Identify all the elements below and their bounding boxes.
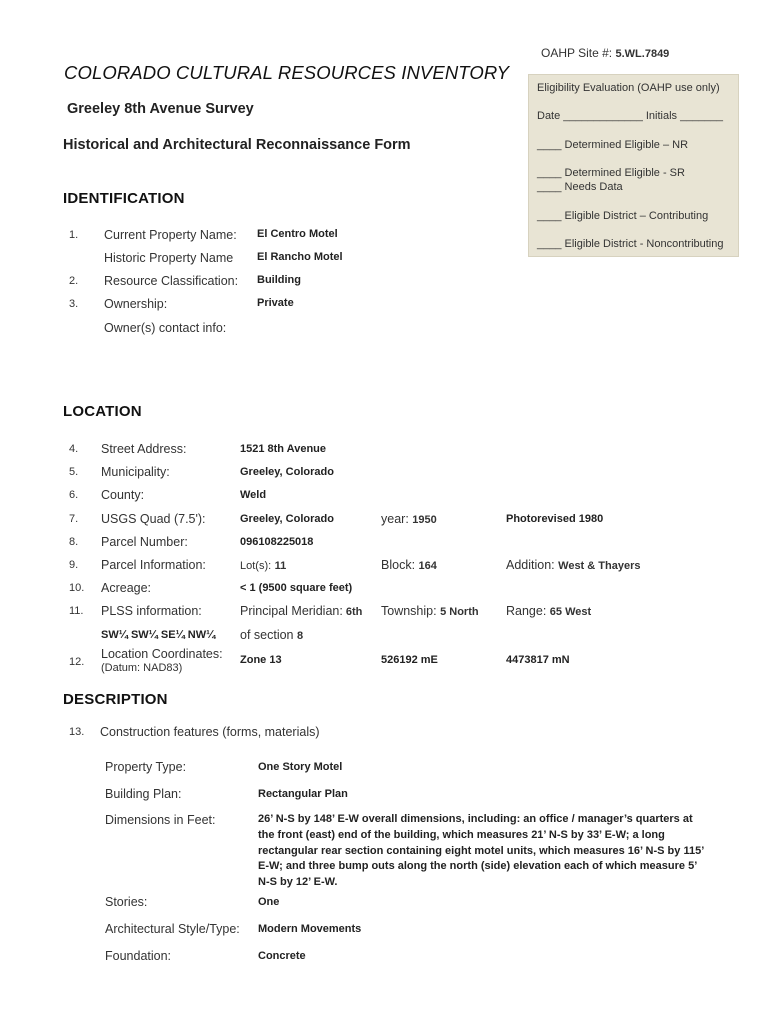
section-field: [240, 628, 303, 642]
oahp-site-value: 5.WL.7849: [615, 48, 670, 60]
ownership-value: Private: [257, 297, 294, 309]
principal-meridian-value: 6th: [342, 606, 363, 618]
principal-meridian-field: [240, 604, 362, 618]
lots-field: [240, 558, 286, 572]
oahp-site-label: OAHP Site #:: [541, 46, 613, 60]
property-type-value: One Story Motel: [258, 761, 343, 773]
eligibility-title: Eligibility Evaluation (OAHP use only): [537, 82, 720, 94]
block-field: [381, 558, 437, 572]
classification-label: Resource Classification:: [104, 274, 239, 288]
needs-data: ____ Needs Data: [537, 181, 623, 193]
form-name: Historical and Architectural Reconnaissance Form: [63, 137, 411, 153]
township-label: Township:: [381, 604, 437, 618]
stories-label: Stories:: [105, 895, 148, 909]
northing-value: 4473817 mN: [506, 654, 570, 666]
style-value: Modern Movements: [258, 923, 362, 935]
block-value: 164: [418, 560, 437, 572]
date-initials-line: Date _____________ Initials _______: [537, 110, 723, 122]
acreage-label: Acreage:: [101, 581, 152, 595]
item-number: 12.: [69, 656, 85, 668]
zone-value: Zone 13: [240, 654, 282, 666]
item-number: 1.: [69, 229, 79, 241]
section-label: of section: [240, 628, 294, 642]
item-number: 5.: [69, 466, 79, 478]
dimensions-value: 26’ N-S by 148’ E-W overall dimensions, including: an office / manager’s quarters at the front (east) end of the building, which measures 21’ N-S by 33’ E-W; a long rectangular rear section containing eight motel units, which measures 16’ N-S by 115’ E-W; and three bump outs along the north (side) elevation each of which measure 5’ N-S by 12’ E-W.: [258, 813, 704, 889]
block-label: Block:: [381, 558, 416, 572]
street-value: 1521 8th Avenue: [240, 443, 327, 455]
identification-heading: IDENTIFICATION: [63, 190, 185, 207]
form-title: COLORADO CULTURAL RESOURCES INVENTORY: [64, 62, 510, 83]
section-value: 8: [297, 630, 304, 642]
acreage-value: < 1 (9500 square feet): [240, 582, 353, 594]
year-field: [381, 512, 437, 526]
current-name-label: Current Property Name:: [104, 228, 237, 242]
easting-value: 526192 mE: [381, 654, 438, 666]
current-name-value: El Centro Motel: [257, 228, 338, 240]
dimensions-label: Dimensions in Feet:: [105, 813, 216, 827]
item-number: 10.: [69, 582, 85, 594]
principal-meridian-label: Principal Meridian:: [240, 604, 343, 618]
year-value: 1950: [412, 514, 437, 526]
determined-eligible-sr: ____ Determined Eligible - SR: [537, 167, 685, 179]
item-number: 6.: [69, 489, 79, 501]
item-number: 11.: [69, 605, 84, 617]
determined-eligible-nr: ____ Determined Eligible – NR: [537, 139, 689, 151]
building-plan-value: Rectangular Plan: [258, 788, 348, 800]
parcel-info-label: Parcel Information:: [101, 558, 206, 572]
range-label: Range:: [506, 604, 547, 618]
county-value: Weld: [240, 489, 267, 501]
eligible-district-contributing: ____ Eligible District – Contributing: [537, 210, 709, 222]
addition-field: [506, 558, 640, 572]
range-value: 65 West: [549, 606, 592, 618]
owner-contact-label: Owner(s) contact info:: [104, 321, 227, 335]
item-number: 8.: [69, 536, 79, 548]
coordinates-label: Location Coordinates:: [101, 647, 223, 661]
foundation-value: Concrete: [258, 950, 306, 962]
historic-name-label: Historic Property Name: [104, 251, 234, 265]
description-heading: DESCRIPTION: [63, 691, 168, 708]
foundation-label: Foundation:: [105, 949, 172, 963]
plss-label: PLSS information:: [101, 604, 202, 618]
datum-label: (Datum: NAD83): [101, 662, 183, 674]
township-value: 5 North: [440, 606, 479, 618]
street-label: Street Address:: [101, 442, 187, 456]
item-number: 13.: [69, 726, 85, 738]
location-heading: LOCATION: [63, 403, 142, 420]
township-field: [381, 604, 479, 618]
usgs-label: USGS Quad (7.5'):: [101, 512, 206, 526]
parcel-number-label: Parcel Number:: [101, 535, 188, 549]
property-type-label: Property Type:: [105, 760, 187, 774]
addition-label: Addition:: [506, 558, 555, 572]
stories-value: One: [258, 896, 280, 908]
lots-value: 11: [274, 560, 287, 572]
style-label: Architectural Style/Type:: [105, 922, 240, 936]
county-label: County:: [101, 488, 145, 502]
eligibility-box: [528, 74, 739, 257]
survey-name: Greeley 8th Avenue Survey: [67, 101, 254, 117]
quarters-value: SW¼ SW¼ SE¼ NW¼: [101, 629, 216, 641]
oahp-site: [541, 46, 669, 60]
ownership-label: Ownership:: [104, 297, 168, 311]
construction-label: Construction features (forms, materials): [100, 725, 320, 739]
range-field: [506, 604, 591, 618]
eligible-district-noncontributing: ____ Eligible District - Noncontributing: [537, 238, 724, 250]
item-number: 9.: [69, 559, 79, 571]
historic-name-value: El Rancho Motel: [257, 251, 343, 263]
item-number: 2.: [69, 275, 79, 287]
usgs-value: Greeley, Colorado: [240, 513, 334, 525]
lots-label: Lot(s):: [240, 560, 272, 572]
municipality-value: Greeley, Colorado: [240, 466, 334, 478]
building-plan-label: Building Plan:: [105, 787, 182, 801]
photorevised-value: Photorevised 1980: [506, 513, 604, 525]
item-number: 7.: [69, 513, 79, 525]
year-label: year:: [381, 512, 409, 526]
municipality-label: Municipality:: [101, 465, 170, 479]
classification-value: Building: [257, 274, 301, 286]
item-number: 3.: [69, 298, 79, 310]
parcel-number-value: 096108225018: [240, 536, 314, 548]
item-number: 4.: [69, 443, 79, 455]
addition-value: West & Thayers: [558, 560, 641, 572]
